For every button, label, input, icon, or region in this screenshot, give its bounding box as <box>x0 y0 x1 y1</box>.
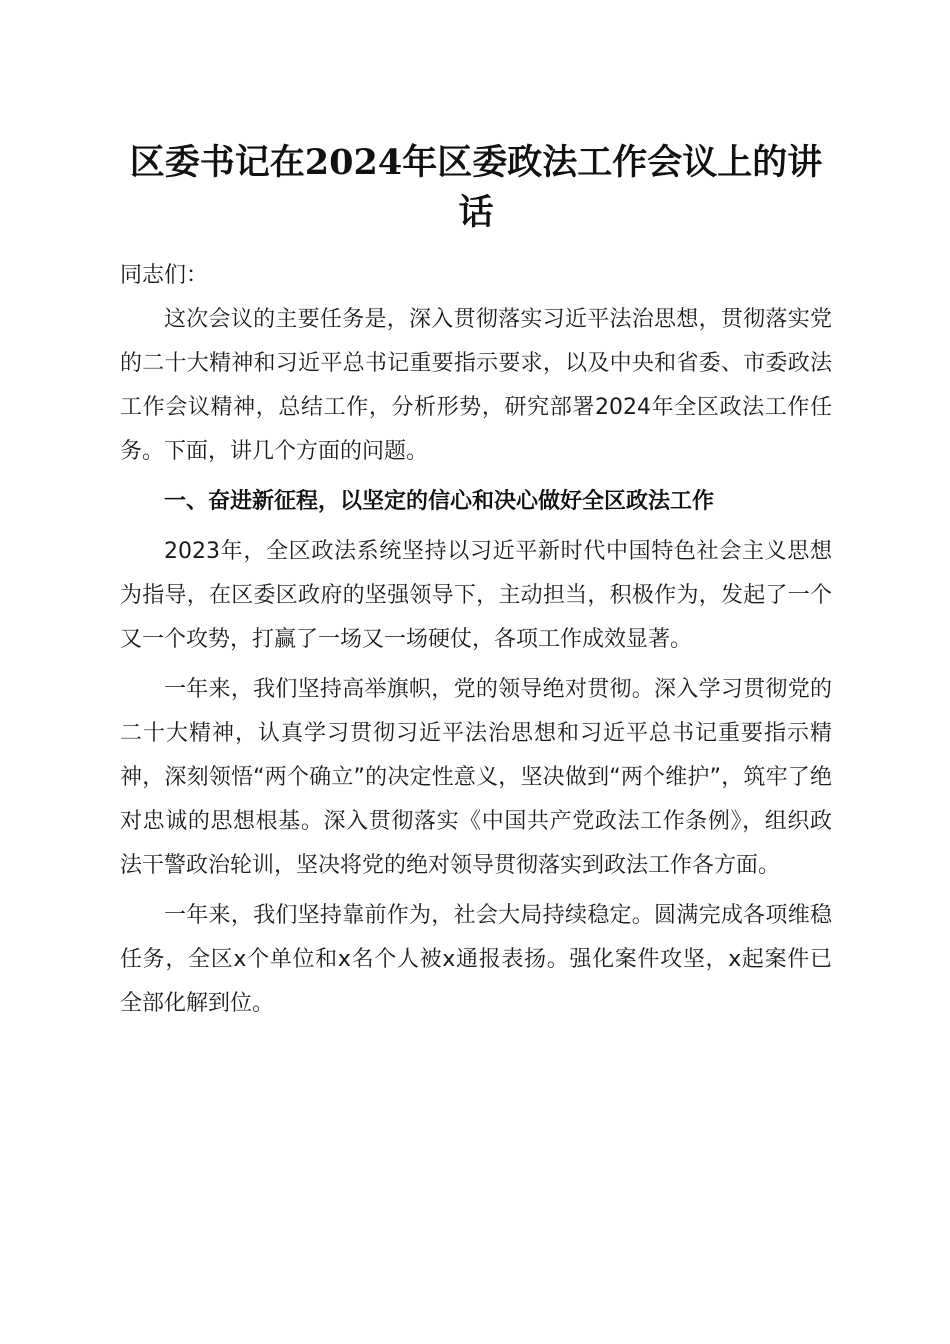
paragraph-2023-summary: 2023年，全区政法系统坚持以习近平新时代中国特色社会主义思想为指导，在区委区政府的坚强领导下，主动担当，积极作为，发起了一个又一个攻势，打赢了一场又一场硬仗，各项工作成效显著。 <box>120 539 832 652</box>
paragraph-party-leadership: 一年来，我们坚持高举旗帜，党的领导绝对贯彻。深入学习贯彻党的二十大精神，认真学习贯彻习近平法治思想和习近平总书记重要指示精神，深刻领悟“两个确立”的决定性意义，坚决做到“两个维护”，筑牢了绝对忠诚的思想根基。深入贯彻落实《中国共产党政法工作条例》，组织政法干警政治轮训，坚决将党的绝对领导贯彻落实到政法工作各方面。 <box>120 677 832 878</box>
paragraph-intro: 这次会议的主要任务是，深入贯彻落实习近平法治思想，贯彻落实党的二十大精神和习近平总书记重要指示要求，以及中央和省委、市委政法工作会议精神，总结工作，分析形势，研究部署2024年全区政法工作任务。下面，讲几个方面的问题。 <box>120 307 832 464</box>
salutation: 同志们： <box>120 263 209 288</box>
paragraph-social-stability: 一年来，我们坚持靠前作为，社会大局持续稳定。圆满完成各项维稳任务，全区x个单位和x名个人被x通报表扬。强化案件攻坚，x起案件已全部化解到位。 <box>120 903 832 1016</box>
document-title: 区委书记在2024年区委政法工作会议上的讲话 <box>129 142 823 233</box>
section-heading-1: 一、奋进新征程，以坚定的信心和决心做好全区政法工作 <box>164 489 715 514</box>
document-body <box>120 254 832 1032</box>
